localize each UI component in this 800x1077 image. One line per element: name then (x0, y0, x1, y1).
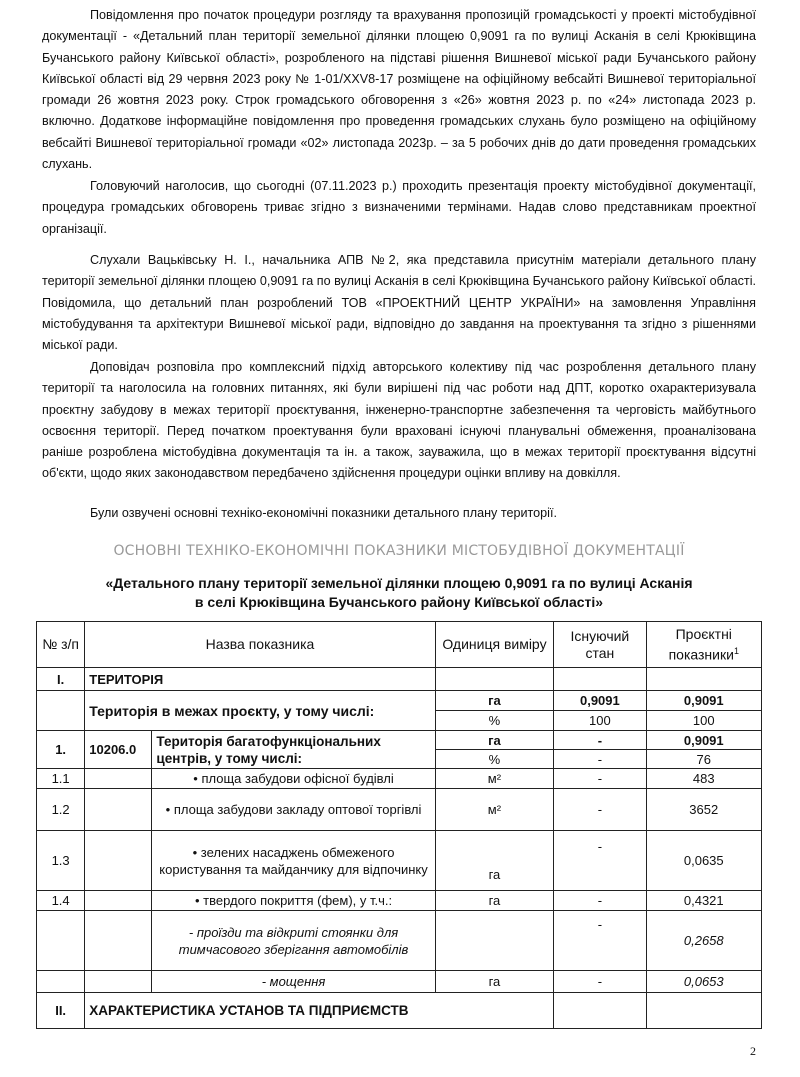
cell-num: 1.2 (37, 789, 85, 831)
cell-current: - (554, 750, 646, 769)
cell-unit: м² (435, 789, 554, 831)
cell-current: - (554, 731, 646, 750)
header-unit: Одиниця виміру (435, 622, 554, 668)
cell-name: - мощення (152, 971, 435, 993)
cell-name: ТЕРИТОРІЯ (85, 668, 435, 691)
table-row-1-1 (37, 769, 762, 789)
cell-num: 1. (37, 731, 85, 769)
table-row-territory (37, 691, 762, 711)
cell-projected: 3652 (646, 789, 761, 831)
paragraph-chairman (42, 176, 756, 240)
cell-projected: 100 (646, 711, 761, 731)
document-title (42, 574, 756, 612)
cell-current: - (554, 971, 646, 993)
paragraph-text: Слухали Вацьківську Н. І., начальника АПВ №2, яка представила присутнім матеріали детального плану території земельної ділянки площею 0,9091 га по вулиці Асканія в селі Крюківщина Бучанського району Київської області. Повідомила, що детальний план розроблений ТОВ «ПРОЕКТНИЙ ЦЕНТР УКРАЇНИ» на замовлення Управління містобудування та архітектури Вишневої міської ради, відповідно до завдання на проектування та згідно з рішеннями міської ради. (42, 253, 756, 353)
bullet-icon: • (193, 771, 202, 786)
cell-projected: 0,2658 (646, 911, 761, 971)
bullet-icon: • (165, 802, 174, 817)
table-row-1-3 (37, 831, 762, 891)
table-row-1-4 (37, 891, 762, 911)
paragraph-text: Повідомлення про початок процедури розгляду та врахування пропозицій громадськості у проекті містобудівної документації - «Детальний план території земельної ділянки площею 0,9091 га по вулиці Асканія в селі Крюківщина Бучанського району Київської області», розробленого на підставі рішення Вишневої міської ради Бучанського району Київської області від 29 червня 2023 року № 1-01/XXV8-17 розміщене на офіційному вебсайті Вишневої територіальної громади 26 жовтня 2023 року. Строк громадського обговорення з «26» жовтня 2023 р. по «24» листопада 2023 р. включно. Додаткове інформаційне повідомлення про проведення громадських слухань було розміщено на офіційному вебсайті Вишневої територіальної громади «02» листопада 2023р. – за 5 робочих днів до дати проведення громадських слухань. (42, 8, 756, 172)
cell-current: - (554, 911, 646, 971)
table-row-1 (37, 731, 762, 750)
cell-name: • зелених насаджень обмеженого користування та майданчику для відпочинку (152, 831, 435, 891)
section-title: ОСНОВНІ ТЕХНІКО-ЕКОНОМІЧНІ ПОКАЗНИКИ МІСТОБУДІВНОЇ ДОКУМЕНТАЦІЇ (113, 543, 685, 559)
dash-marker: - (188, 924, 194, 940)
cell-unit: га (435, 891, 554, 911)
table-row-1-4-a (37, 911, 762, 971)
table-row-section-1 (37, 668, 762, 691)
table-row-1-2 (37, 789, 762, 831)
paragraph-text: Були озвучені основні техніко-економічні показники детального плану території. (90, 506, 557, 520)
cell-name: • твердого покриття (фем), у т.ч.: (152, 891, 435, 911)
cell-projected: 0,0635 (646, 831, 761, 891)
cell-num: 1.1 (37, 769, 85, 789)
cell-name: Територія в межах проєкту, у тому числі: (85, 691, 435, 731)
paragraph-announcement (42, 5, 756, 175)
cell-unit: % (435, 711, 554, 731)
bullet-icon: • (194, 893, 204, 908)
cell-unit: % (435, 750, 554, 769)
cell-current: - (554, 831, 646, 891)
bullet-icon: • (192, 844, 201, 860)
cell-name: • площа забудови офісної будівлі (152, 769, 435, 789)
cell-name: - проїзди та відкриті стоянки для тимчасового зберігання автомобілів (152, 911, 435, 971)
table-row-1-4-b (37, 971, 762, 993)
cell-name: Територія багатофункціональних центрів, у тому числі: (152, 731, 435, 769)
paragraph-text: Доповідач розповіла про комплексний підхід авторського колективу під час розроблення детального плану території та наголосила на головних питаннях, які були вирішені під час роботи над ДПТ, коротко охарактеризувала проєктну забудову в межах території проєктування, інженерно-транспортне забезпечення та черговість майбутнього освоєння території. Перед початком проектування були враховані існуючі планувальні обмеження, проаналізована раніше розроблена містобудівна документація та ін. а також, зауважила, що в межах території проєктування відсутні об'єкти, щодо яких законодавством передбачено здійснення процедури оцінки впливу на довкілля. (42, 360, 756, 481)
page-number: 2 (750, 1044, 756, 1058)
cell-num: I. (37, 668, 85, 691)
cell-unit: га (435, 831, 554, 891)
paragraph-text: Головуючий наголосив, що сьогодні (07.11.2023 р.) проходить презентація проекту містобудівної документації, процедура громадських обговорень триває згідно з визначеними термінами. Надав слово представникам проектної організації. (42, 179, 756, 236)
cell-current: 100 (554, 711, 646, 731)
cell-projected: 76 (646, 750, 761, 769)
cell-projected: 0,9091 (646, 731, 761, 750)
cell-current: 0,9091 (554, 691, 646, 711)
table-header-row (37, 622, 762, 668)
cell-unit: м² (435, 769, 554, 789)
document-title-line-1: «Детального плану території земельної ділянки площею 0,9091 га по вулиці Асканія (105, 575, 693, 591)
cell-unit: га (435, 691, 554, 711)
cell-projected: 0,9091 (646, 691, 761, 711)
cell-code: 10206.0 (85, 731, 152, 769)
cell-projected: 483 (646, 769, 761, 789)
cell-current: - (554, 769, 646, 789)
header-num: № з/п (37, 622, 85, 668)
paragraph-indicators-note (42, 503, 756, 524)
document-title-line-2: в селі Крюківщина Бучанського району Київської області» (194, 594, 604, 610)
indicators-table (36, 621, 762, 1029)
cell-unit: га (435, 731, 554, 750)
cell-projected: 0,0653 (646, 971, 761, 993)
cell-name: ХАРАКТЕРИСТИКА УСТАНОВ ТА ПІДПРИЄМСТВ (85, 993, 554, 1029)
header-name: Назва показника (85, 622, 435, 668)
table-row-section-2 (37, 993, 762, 1029)
cell-name: • площа забудови закладу оптової торгівлі (152, 789, 435, 831)
dash-marker: - (261, 974, 267, 989)
cell-num: 1.4 (37, 891, 85, 911)
paragraph-presentation (42, 250, 756, 356)
cell-current: - (554, 789, 646, 831)
cell-current: - (554, 891, 646, 911)
paragraph-speaker (42, 357, 756, 485)
cell-projected: 0,4321 (646, 891, 761, 911)
cell-unit: га (435, 971, 554, 993)
header-projected: Проєктні показники$^1$ (646, 622, 761, 668)
cell-num: 1.3 (37, 831, 85, 891)
cell-num: II. (37, 993, 85, 1029)
header-current: Існуючий стан (554, 622, 646, 668)
